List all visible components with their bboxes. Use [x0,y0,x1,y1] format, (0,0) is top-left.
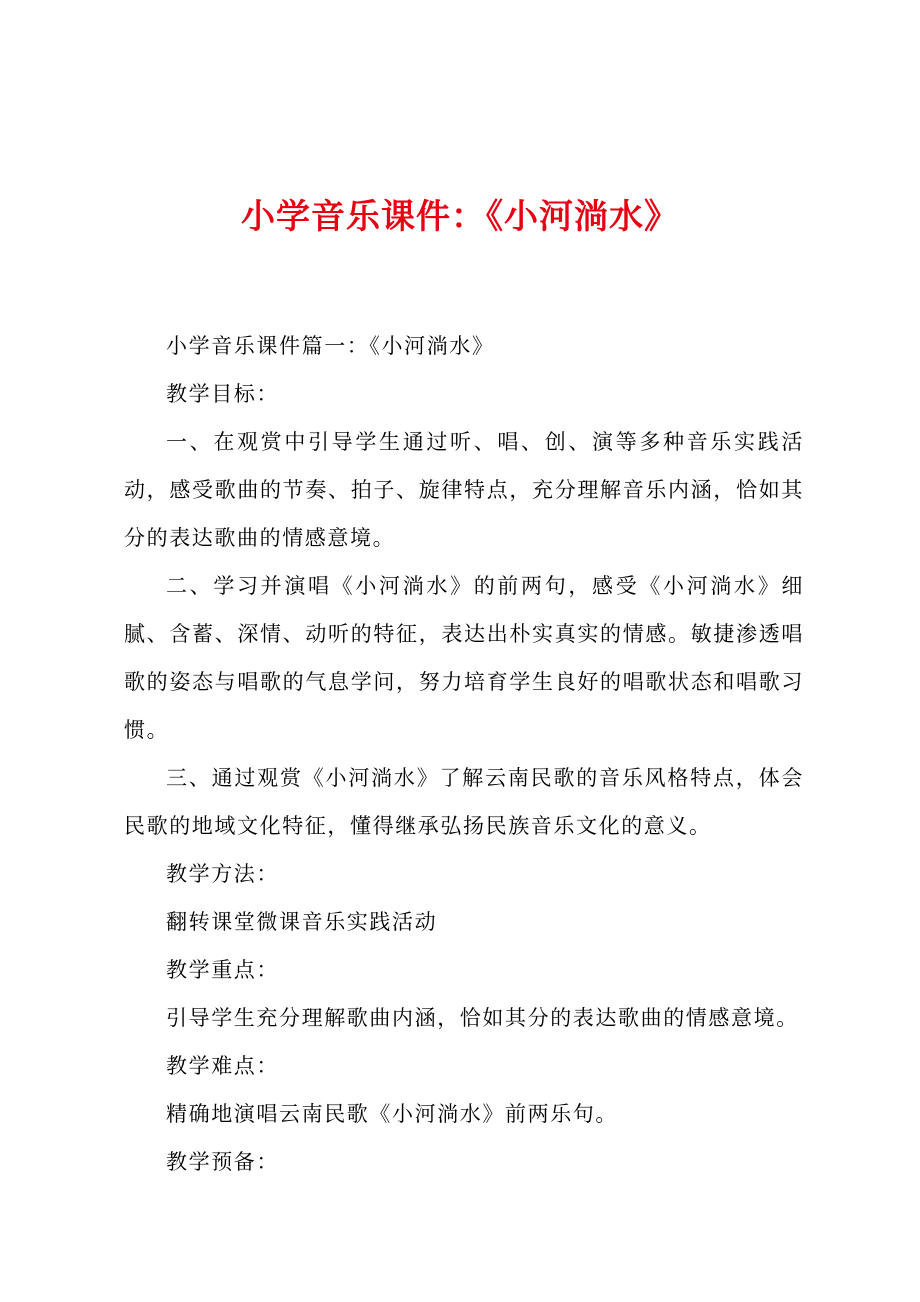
key-point-text: 引导学生充分理解歌曲内涵，恰如其分的表达歌曲的情感意境。 [166,1006,799,1030]
key-point-label: 教学重点： [166,958,279,982]
document-body [124,322,804,1186]
difficulty-label: 教学难点： [166,1054,279,1078]
goals-label: 教学目标： [166,382,279,406]
goal-paragraph-1: 一、在观赏中引导学生通过听、唱、创、演等多种音乐实践活动，感受歌曲的节奏、拍子、旋律特点，充分理解音乐内涵，恰如其分的表达歌曲的情感意境。 [124,430,804,550]
method-text: 翻转课堂微课音乐实践活动 [166,910,438,934]
goal-paragraph-3: 三、通过观赏《小河淌水》了解云南民歌的音乐风格特点，体会民歌的地域文化特征，懂得继承弘扬民族音乐文化的意义。 [124,766,804,838]
document-title: 小学音乐课件：《小河淌水》 [241,197,679,237]
section-subtitle: 小学音乐课件篇一：《小河淌水》 [166,334,495,358]
preparation-label: 教学预备： [166,1150,279,1174]
difficulty-text: 精确地演唱云南民歌《小河淌水》前两乐句。 [166,1102,618,1126]
method-label: 教学方法： [166,862,279,886]
goal-paragraph-2: 二、学习并演唱《小河淌水》的前两句，感受《小河淌水》细腻、含蓄、深情、动听的特征，表达出朴实真实的情感。敏捷渗透唱歌的姿态与唱歌的气息学问，努力培育学生良好的唱歌状态和唱歌习惯。 [124,574,804,742]
